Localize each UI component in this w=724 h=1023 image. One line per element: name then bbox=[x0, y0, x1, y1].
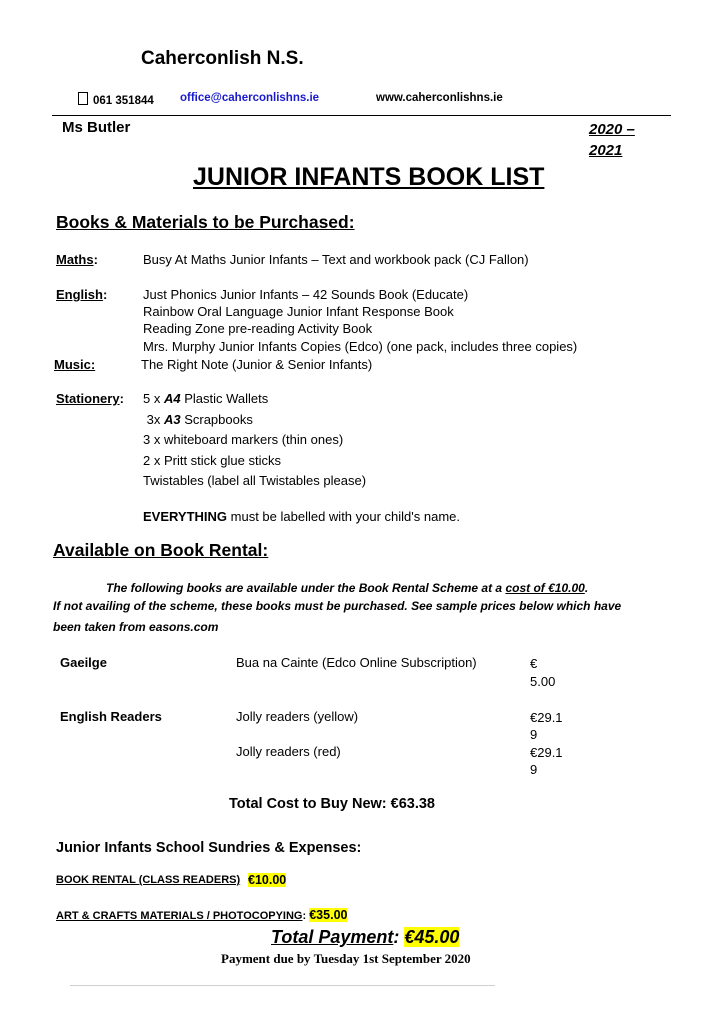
labelling-note-text: must be labelled with your child's name. bbox=[227, 509, 461, 524]
sundries-heading: Junior Infants School Sundries & Expenses: bbox=[56, 840, 362, 856]
rental-row-book: Jolly readers (yellow) bbox=[236, 709, 359, 724]
item-size: A4 bbox=[163, 391, 181, 406]
sundry-amount: €35.00 bbox=[309, 908, 348, 922]
rental-intro-line1 bbox=[106, 581, 588, 595]
english-label bbox=[56, 287, 107, 302]
rental-cost: cost of €10.00 bbox=[505, 581, 585, 595]
sundry-label: BOOK RENTAL (CLASS READERS) bbox=[56, 874, 241, 886]
rental-row-subject: Gaeilge bbox=[60, 655, 107, 670]
price-line: € bbox=[530, 656, 538, 671]
maths-label-text: Maths bbox=[56, 252, 94, 267]
stationery-label-text: Stationery bbox=[56, 391, 120, 406]
rental-row-subject: English Readers bbox=[60, 709, 162, 724]
stationery-item bbox=[143, 412, 253, 427]
school-year bbox=[589, 119, 649, 161]
sundry-sep: : bbox=[302, 910, 310, 922]
stationery-item bbox=[143, 391, 268, 406]
item-size: A3 bbox=[163, 412, 181, 427]
maths-label bbox=[56, 252, 98, 267]
labelling-note-emphasis: EVERYTHING bbox=[143, 509, 228, 524]
purchase-heading: Books & Materials to be Purchased: bbox=[56, 212, 355, 232]
rental-row-book: Jolly readers (red) bbox=[236, 744, 341, 759]
rental-row-price bbox=[530, 709, 563, 743]
rental-row-price bbox=[530, 744, 563, 778]
stationery-item: Twistables (label all Twistables please) bbox=[143, 473, 367, 488]
total-payment-sep: : bbox=[393, 927, 405, 947]
stationery-item: 2 x Pritt stick glue sticks bbox=[143, 453, 281, 468]
rental-row-price bbox=[530, 655, 555, 691]
price-line: €29.1 bbox=[530, 710, 563, 725]
stationery-label bbox=[56, 391, 124, 406]
total-payment-amount: €45.00 bbox=[404, 927, 460, 947]
rental-intro-line2: If not availing of the scheme, these books must be purchased. See sample prices below which have bbox=[53, 599, 622, 613]
phone-number: 061 351844 bbox=[93, 95, 154, 107]
sundry-item bbox=[56, 908, 347, 922]
total-payment bbox=[271, 927, 459, 948]
rental-total: Total Cost to Buy New: €63.38 bbox=[229, 796, 435, 812]
item-text: Scrapbooks bbox=[180, 412, 253, 427]
rental-intro-line3: been taken from easons.com bbox=[53, 620, 219, 634]
price-line: 9 bbox=[530, 727, 538, 742]
header-divider bbox=[52, 115, 671, 116]
labelling-note bbox=[143, 509, 460, 524]
english-item: Rainbow Oral Language Junior Infant Response Book bbox=[143, 304, 454, 319]
english-item: Reading Zone pre-reading Activity Book bbox=[143, 321, 373, 336]
maths-label-colon: : bbox=[93, 252, 98, 267]
price-line: 9 bbox=[530, 762, 538, 777]
email-link[interactable]: office@caherconlishns.ie bbox=[180, 92, 320, 104]
page-title: JUNIOR INFANTS BOOK LIST bbox=[193, 163, 545, 191]
music-item: The Right Note (Junior & Senior Infants) bbox=[141, 357, 373, 372]
english-item: Mrs. Murphy Junior Infants Copies (Edco) (one pack, includes three copies) bbox=[143, 339, 578, 354]
rental-heading: Available on Book Rental: bbox=[53, 540, 269, 560]
english-label-text: English bbox=[56, 287, 103, 302]
english-label-colon: : bbox=[102, 287, 108, 302]
teacher-name: Ms Butler bbox=[62, 119, 131, 136]
school-year-line2: 2021 bbox=[589, 142, 623, 159]
item-text: 5 x bbox=[143, 391, 164, 406]
payment-due: Payment due by Tuesday 1st September 2020 bbox=[221, 951, 471, 966]
price-line: €29.1 bbox=[530, 745, 563, 760]
item-text: Plastic Wallets bbox=[180, 391, 269, 406]
rental-intro-period: . bbox=[584, 581, 589, 595]
phone-contact bbox=[78, 92, 154, 107]
footer-divider bbox=[70, 985, 495, 986]
school-name: Caherconlish N.S. bbox=[141, 48, 304, 69]
sundry-item bbox=[56, 874, 240, 886]
total-payment-label: Total Payment bbox=[271, 927, 394, 947]
music-label: Music: bbox=[54, 357, 96, 372]
website-link[interactable]: www.caherconlishns.ie bbox=[376, 92, 503, 104]
rental-row-book: Bua na Cainte (Edco Online Subscription) bbox=[236, 655, 477, 670]
stationery-item: 3 x whiteboard markers (thin ones) bbox=[143, 432, 344, 447]
rental-intro-text: The following books are available under the Book Rental Scheme at a bbox=[106, 581, 506, 595]
maths-item: Busy At Maths Junior Infants – Text and workbook pack (CJ Fallon) bbox=[143, 252, 529, 267]
phone-icon bbox=[78, 92, 88, 105]
english-item: Just Phonics Junior Infants – 42 Sounds Book (Educate) bbox=[143, 287, 469, 302]
sundry-amount: €10.00 bbox=[248, 873, 287, 887]
item-text: 3x bbox=[143, 412, 164, 427]
sundry-label: ART & CRAFTS MATERIALS / PHOTOCOPYING bbox=[56, 910, 303, 922]
school-year-line1: 2020 – bbox=[589, 121, 635, 138]
stationery-label-colon: : bbox=[119, 391, 124, 406]
price-line: 5.00 bbox=[530, 674, 556, 689]
